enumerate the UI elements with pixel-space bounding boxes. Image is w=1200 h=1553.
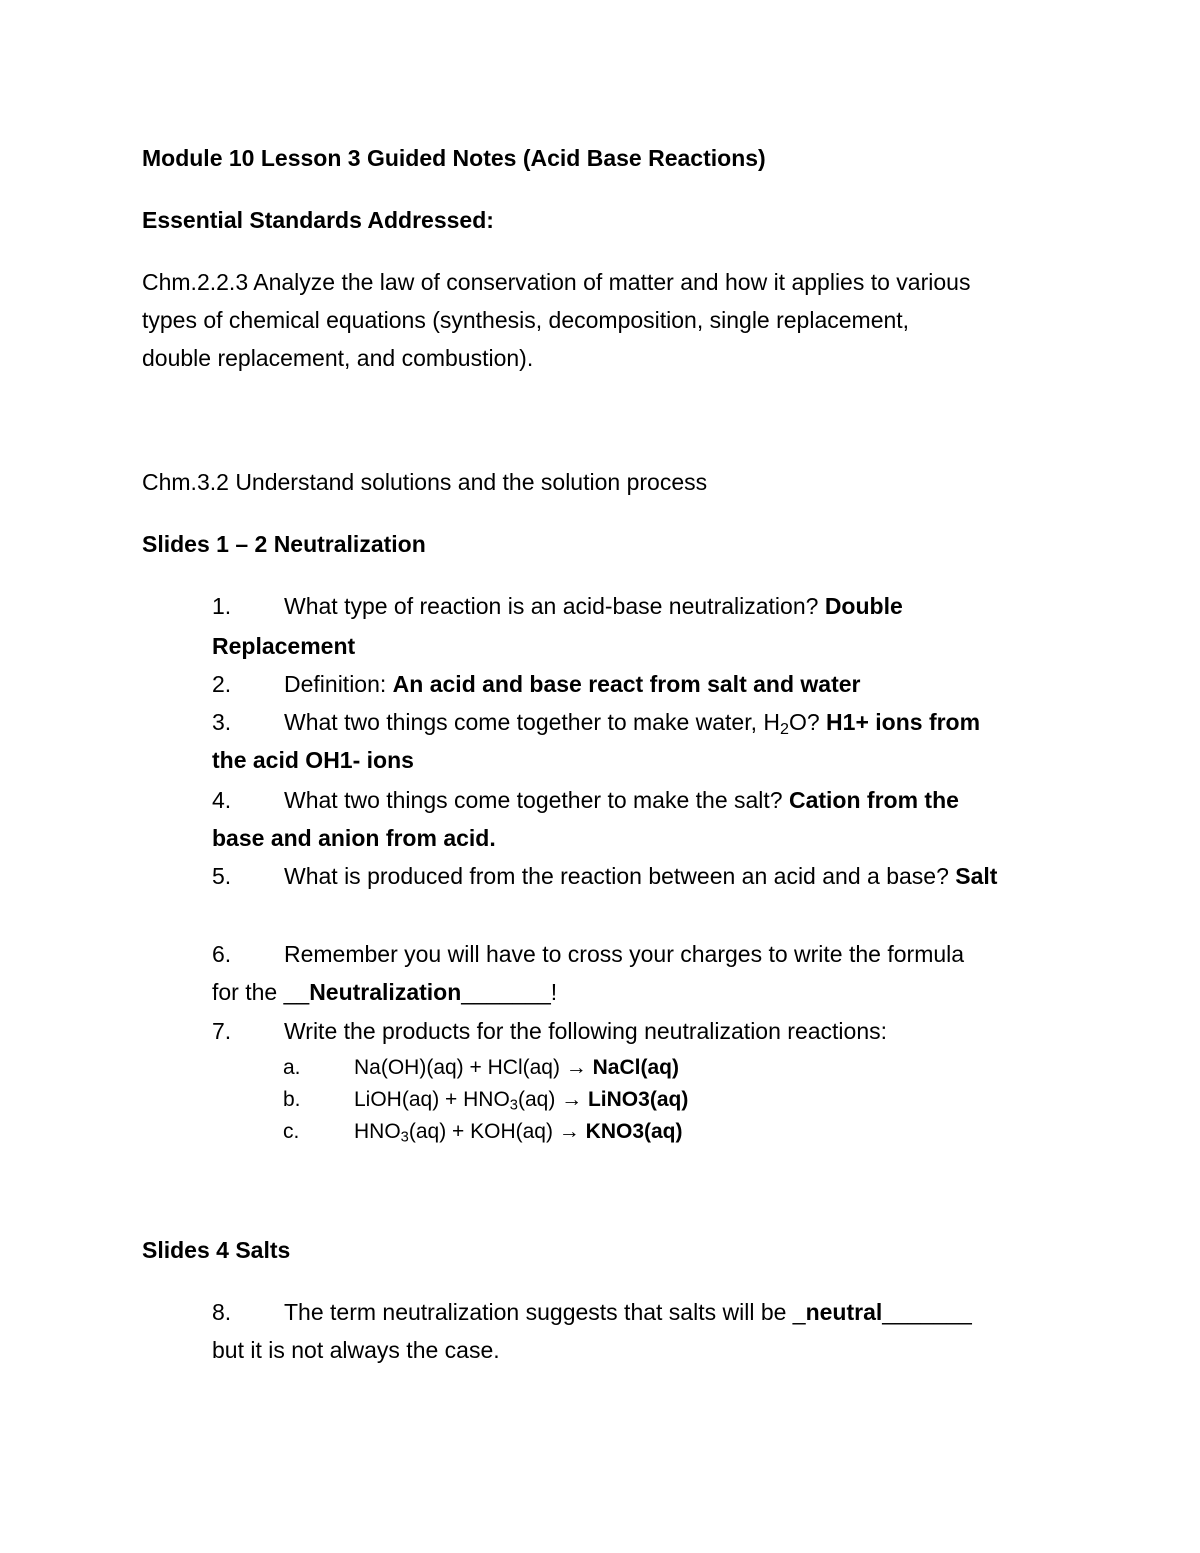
question-text: _______! xyxy=(461,979,558,1005)
answer: Neutralization xyxy=(309,979,462,1005)
question-6-continued xyxy=(212,979,557,1007)
question-text: _______ xyxy=(882,1299,972,1325)
standards-heading: Essential Standards Addressed: xyxy=(142,207,494,233)
question-5 xyxy=(284,863,997,891)
question-number: 2. xyxy=(212,671,232,697)
question-1 xyxy=(284,593,903,621)
question-number: 5. xyxy=(212,863,232,889)
question-2 xyxy=(284,671,861,699)
question-number: 3. xyxy=(212,709,232,735)
reaction-letter: c. xyxy=(283,1120,300,1143)
question-number: 1. xyxy=(212,593,232,619)
subscript: 3 xyxy=(509,1097,518,1114)
answer-continued: the acid OH1- ions xyxy=(212,747,414,773)
question-number: 4. xyxy=(212,787,232,813)
reaction-letter: b. xyxy=(283,1088,301,1111)
subscript: 3 xyxy=(400,1129,409,1146)
question-text: What two things come together to make the salt? xyxy=(284,787,789,813)
reactants: (aq) → xyxy=(517,1088,588,1111)
reaction-letter: a. xyxy=(283,1056,301,1079)
standard-2: Chm.3.2 Understand solutions and the solution process xyxy=(142,469,708,495)
reactants: HNO xyxy=(354,1120,401,1143)
product: LiNO3(aq) xyxy=(587,1088,689,1111)
answer: Cation from the xyxy=(788,787,959,813)
answer: neutral xyxy=(805,1299,883,1325)
question-text: What type of reaction is an acid-base neutralization? xyxy=(284,593,825,619)
question-7: Write the products for the following neutralization reactions: xyxy=(284,1018,887,1044)
question-text: What two things come together to make water, H xyxy=(284,709,781,735)
reaction-c xyxy=(354,1119,683,1144)
reactants: (aq) + KOH(aq) → xyxy=(408,1120,586,1143)
product: KNO3(aq) xyxy=(585,1120,683,1143)
question-number: 7. xyxy=(212,1018,232,1044)
question-text: What is produced from the reaction between an acid and a base? xyxy=(284,863,956,889)
question-number: 6. xyxy=(212,941,232,967)
answer-continued: Replacement xyxy=(212,633,356,659)
standard-1-line-2: types of chemical equations (synthesis, decomposition, single replacement, xyxy=(142,307,910,333)
page-title: Module 10 Lesson 3 Guided Notes (Acid Base Reactions) xyxy=(142,145,766,171)
subscript: 2 xyxy=(780,720,789,739)
question-number: 8. xyxy=(212,1299,232,1325)
answer: An acid and base react from salt and water xyxy=(392,671,861,697)
reaction-b xyxy=(354,1087,688,1112)
reaction-a xyxy=(354,1055,679,1080)
standard-1-line-3: double replacement, and combustion). xyxy=(142,345,534,371)
answer-continued: base and anion from acid. xyxy=(212,825,496,851)
product: NaCl(aq) xyxy=(592,1056,679,1079)
standard-1-line-1: Chm.2.2.3 Analyze the law of conservation of matter and how it applies to various xyxy=(142,269,971,295)
question-8 xyxy=(284,1299,972,1327)
question-text: Definition: xyxy=(284,671,393,697)
answer: Double xyxy=(824,593,903,619)
question-text: The term neutralization suggests that salts will be _ xyxy=(284,1299,806,1325)
question-8-continued: but it is not always the case. xyxy=(212,1337,500,1363)
answer: Salt xyxy=(955,863,998,889)
question-text: O? xyxy=(788,709,827,735)
section-heading-neutralization: Slides 1 – 2 Neutralization xyxy=(142,531,426,557)
reactants: Na(OH)(aq) + HCl(aq) → xyxy=(354,1056,593,1079)
question-4 xyxy=(284,787,959,815)
answer: H1+ ions from xyxy=(826,709,981,735)
question-6: Remember you will have to cross your charges to write the formula xyxy=(284,941,965,967)
reactants: LiOH(aq) + HNO xyxy=(354,1088,510,1111)
question-3 xyxy=(284,709,980,737)
question-text: for the __ xyxy=(212,979,310,1005)
section-heading-salts: Slides 4 Salts xyxy=(142,1237,291,1263)
